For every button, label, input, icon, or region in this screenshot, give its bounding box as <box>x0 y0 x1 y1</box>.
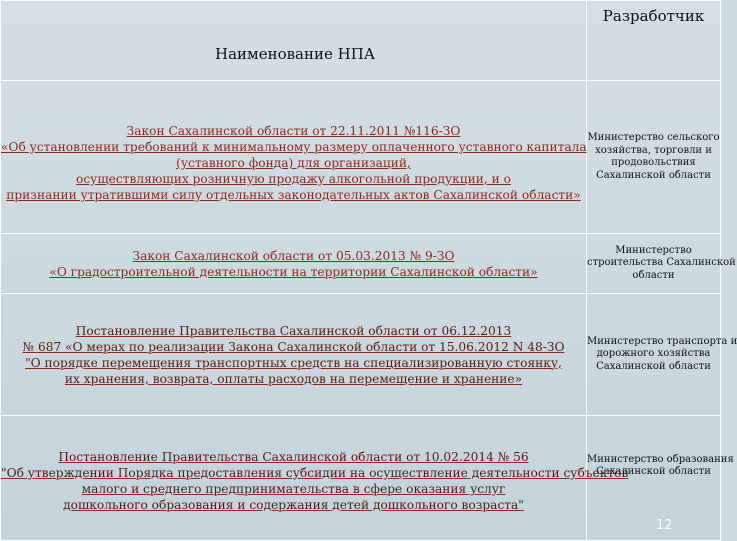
law-link-line[interactable]: (уставного фонда) для организаций, <box>176 156 411 170</box>
npa-name-cell <box>1 416 629 541</box>
npa-name-cell <box>1 294 587 416</box>
developer-line: Сахалинской области <box>596 466 711 477</box>
law-link-line[interactable]: «О градостроительной деятельности на территории Сахалинской области» <box>49 264 538 279</box>
law-link-line[interactable]: признании утратившими силу отдельных законодательных актов Сахалинской области» <box>6 188 581 202</box>
law-link-line[interactable]: «Об установлении требований к минимальному размеру оплаченного уставного капитала <box>1 140 587 154</box>
law-link-line[interactable]: "О порядке перемещения транспортных средств на специализированную стоянку, <box>25 355 562 370</box>
law-link-line[interactable]: дошкольного образования и содержания детей дошкольного возраста" <box>63 498 524 512</box>
law-link-line[interactable]: № 687 «О мерах по реализации Закона Сахалинской области от 15.06.2012 N 48-ЗО <box>22 339 565 354</box>
developer-line: Сахалинской области <box>596 360 711 372</box>
law-link-line[interactable]: Постановление Правительства Сахалинской области от 10.02.2014 № 56 <box>58 450 529 464</box>
developer-line: продовольствия <box>611 157 696 168</box>
developer-line: строительства Сахалинской <box>587 257 736 269</box>
developer-line: области <box>632 269 675 281</box>
table-row <box>1 234 721 294</box>
developer-cell <box>587 234 736 294</box>
developer-line: Министерство сельского <box>587 132 720 143</box>
developer-line: дорожного хозяйства <box>596 348 711 360</box>
header-developer-cell: Разработчик <box>587 1 721 81</box>
law-link-line[interactable]: "Об утверждении Порядка предоставления субсидии на осуществление деятельности субъектов <box>1 466 629 480</box>
header-name-cell: Наименование НПА <box>1 1 587 81</box>
table-row <box>1 81 721 234</box>
developer-line: Сахалинской области <box>596 169 711 181</box>
law-link-line[interactable]: их хранения, возврата, оплаты расходов на перемещение и хранение» <box>64 371 523 386</box>
page-number: 12 <box>656 518 673 533</box>
developer-line: Министерство транспорта и <box>587 335 737 347</box>
developer-cell <box>587 416 734 541</box>
table-row <box>1 294 721 416</box>
law-link-line[interactable]: Постановление Правительства Сахалинской области от 06.12.2013 <box>75 323 512 338</box>
npa-name-cell <box>1 234 587 294</box>
law-link-line[interactable]: Закон Сахалинской области от 22.11.2011 №116-ЗО <box>126 124 461 138</box>
header-row <box>1 1 721 81</box>
developer-line: хозяйства, торговли и <box>595 144 712 156</box>
law-link-line[interactable]: осуществляющих розничную продажу алкогольной продукции, и о <box>76 172 511 186</box>
npa-name-cell <box>1 81 587 234</box>
table-row <box>1 416 721 541</box>
developer-cell <box>587 294 737 416</box>
law-link-line[interactable]: Закон Сахалинской области от 05.03.2013 № 9-ЗО <box>132 248 455 263</box>
law-link-line[interactable]: малого и среднего предпринимательства в сфере оказания услуг <box>81 482 506 496</box>
developer-line: Министерство <box>615 244 692 256</box>
developer-cell <box>587 81 721 234</box>
developer-line: Министерство образования <box>587 453 734 465</box>
